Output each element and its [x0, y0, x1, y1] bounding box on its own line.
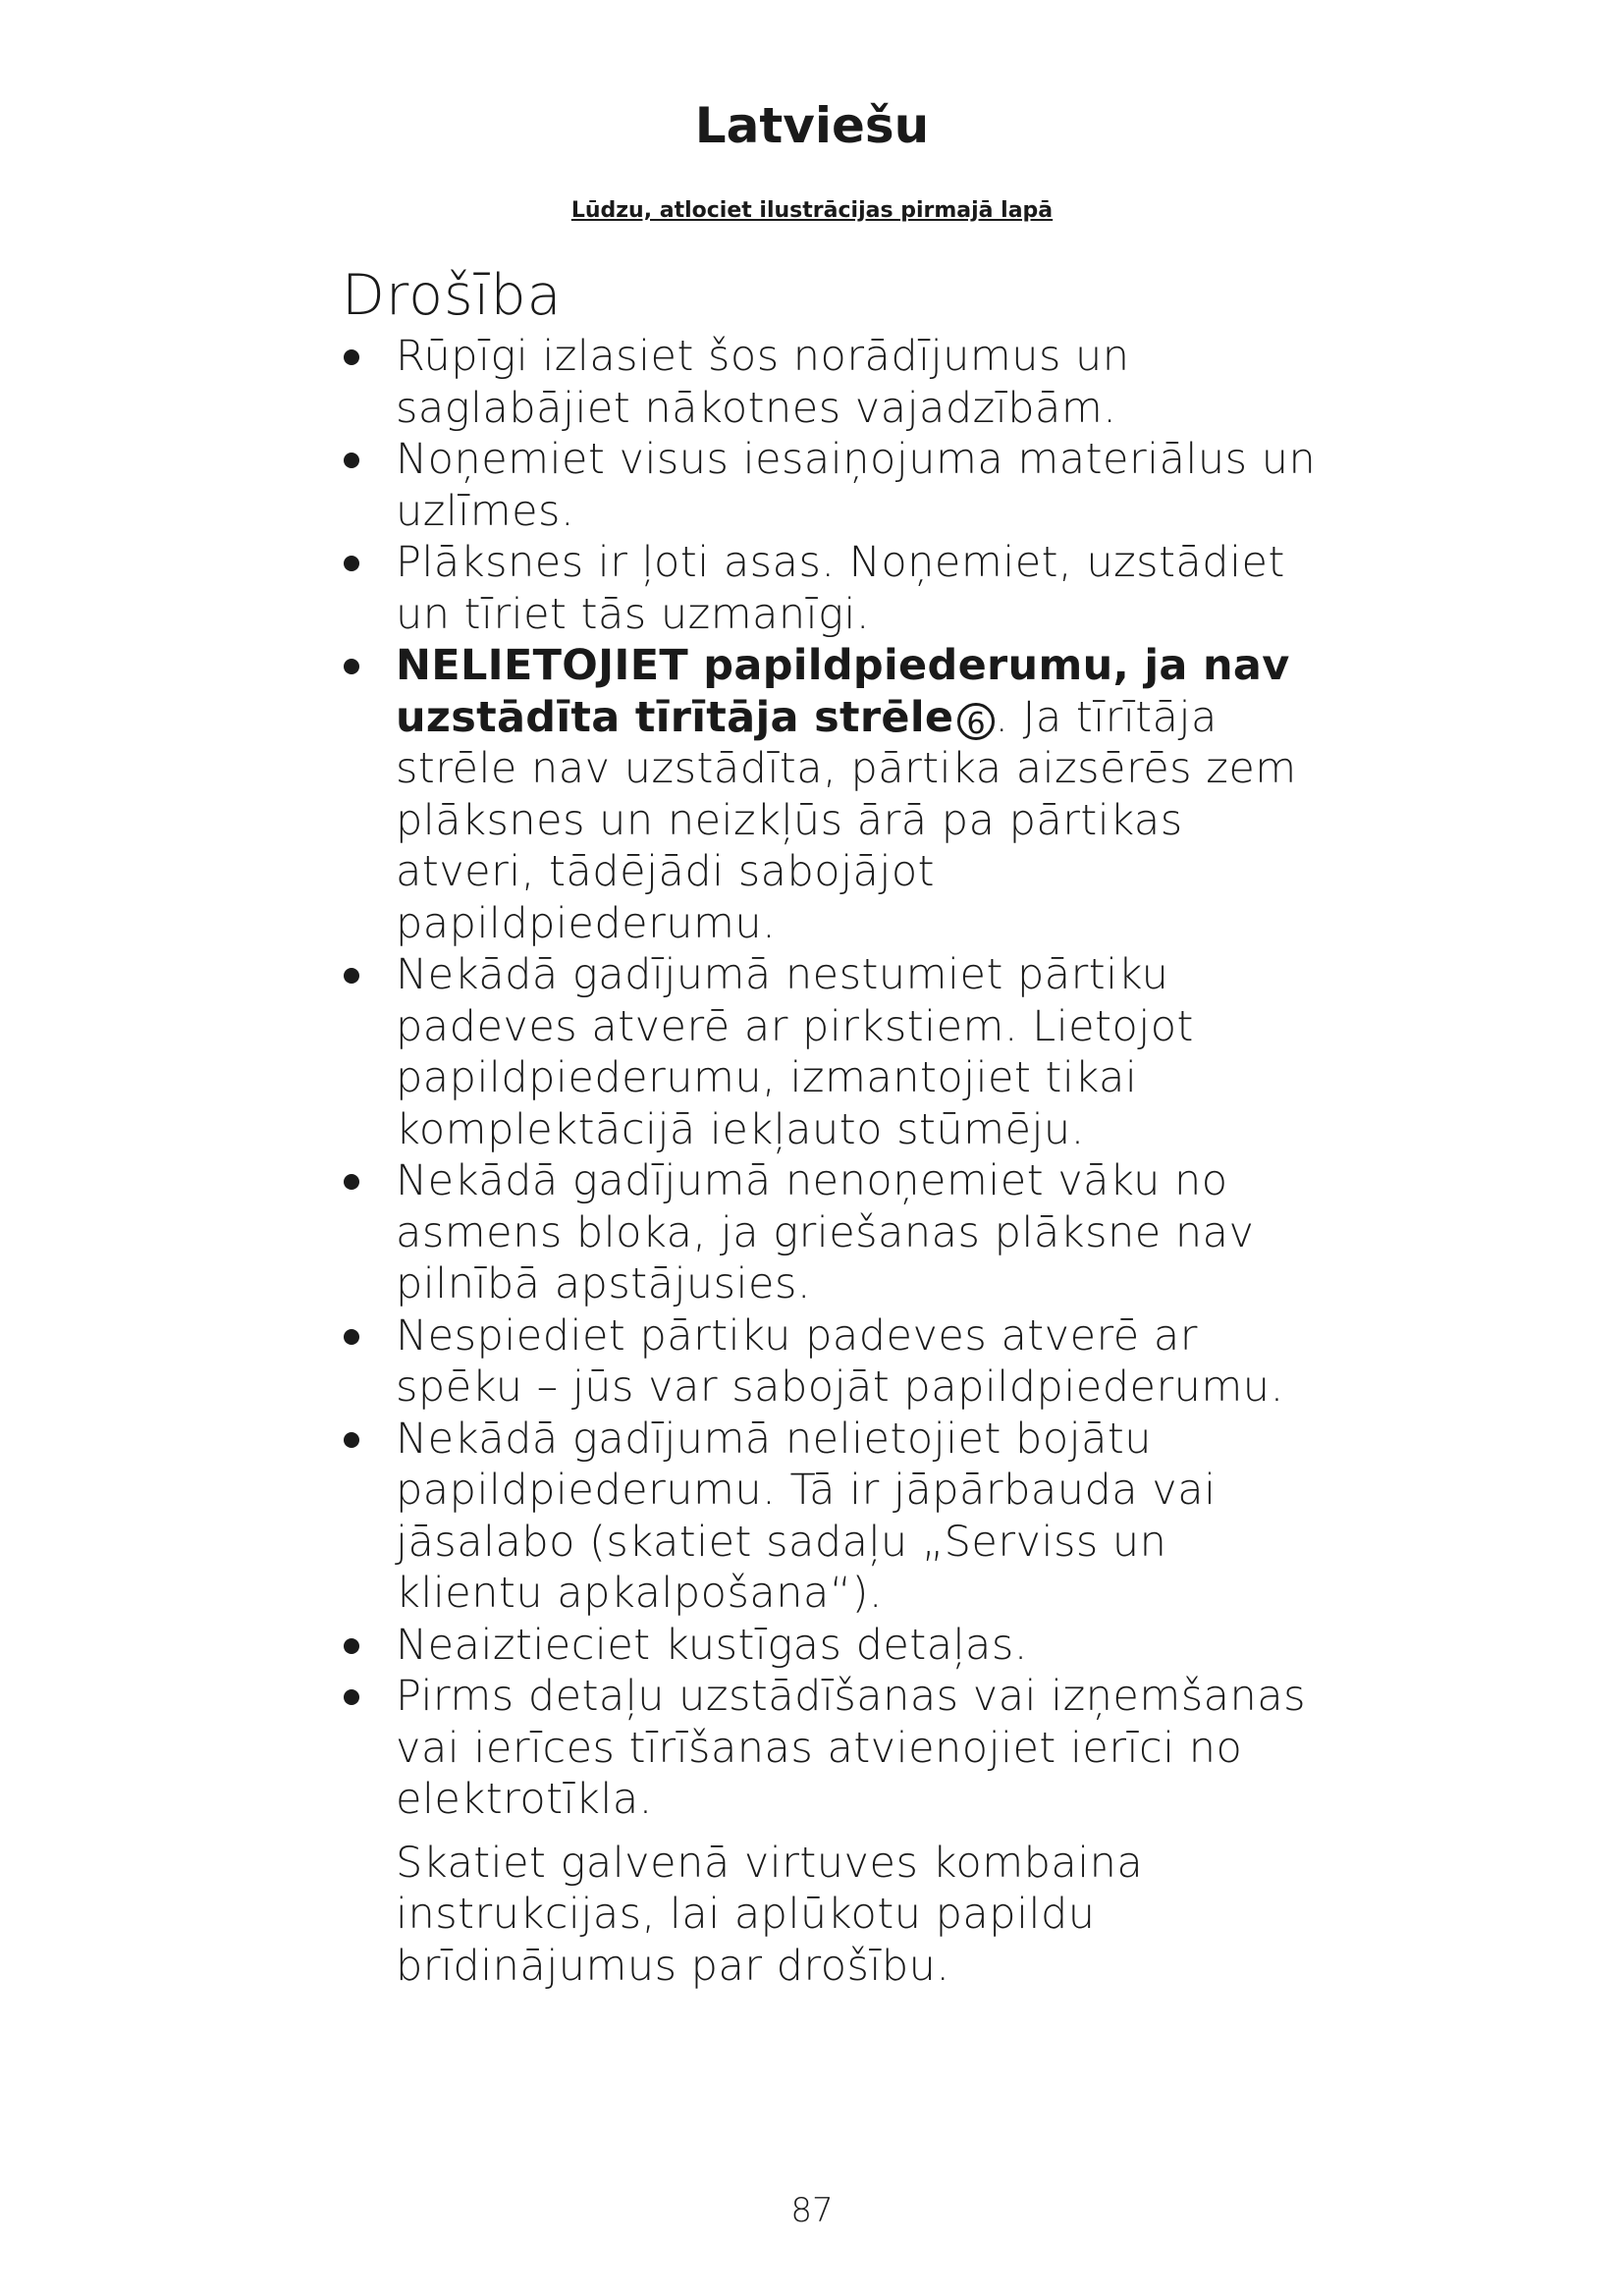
list-item-text: Neaiztieciet kustīgas detaļas.	[396, 1620, 1028, 1670]
list-item	[342, 1671, 1324, 1826]
bullet-icon	[344, 1432, 359, 1448]
bullet-icon	[344, 659, 359, 674]
list-item	[342, 1310, 1324, 1414]
list-item-text: Plāksnes ir ļoti asas. Noņemiet, uzstādiet un tīriet tās uzmanīgi.	[396, 538, 1285, 639]
list-item-warning	[342, 640, 1324, 949]
warning-text: NELIETOJIET papildpiederumu, ja nav uzstādīta tīrītāja strēle	[396, 641, 1290, 742]
list-item-text: Nekādā gadījumā nenoņemiet vāku no asmens bloka, ja griešanas plāksne nav pilnībā apstājusies.	[396, 1156, 1255, 1308]
page-number: 87	[790, 2191, 834, 2230]
list-item-text: Noņemiet visus iesaiņojuma materiālus un uzlīmes.	[396, 435, 1317, 536]
page-title: Latviešu	[694, 97, 930, 154]
list-item	[342, 1414, 1324, 1620]
safety-note: Skatiet galvenā virtuves kombaina instrukcijas, lai aplūkotu papildu brīdinājumus par drošību.	[396, 1838, 1144, 1991]
list-item	[342, 537, 1324, 640]
section-heading: Drošība	[342, 263, 563, 328]
bullet-icon	[344, 1638, 359, 1654]
bullet-icon	[344, 556, 359, 571]
list-item-text: Nekādā gadījumā nestumiet pārtiku padeves atverē ar pirkstiem. Lietojot papildpiederumu, izmantojiet tikai komplektācijā iekļauto stūmēju.	[396, 950, 1194, 1154]
list-item	[342, 331, 1324, 434]
bullet-icon	[344, 968, 359, 984]
bullet-icon	[344, 1329, 359, 1345]
list-item-text: Rūpīgi izlasiet šos norādījumus un saglabājiet nākotnes vajadzībām.	[396, 332, 1130, 433]
illustrations-note: Lūdzu, atlociet ilustrācijas pirmajā lapā	[570, 198, 1054, 223]
reference-number-icon: 6	[957, 703, 995, 740]
bullet-icon	[344, 349, 359, 365]
list-item	[342, 1155, 1324, 1310]
safety-list	[342, 331, 1324, 1826]
bullet-icon	[344, 453, 359, 468]
list-item-text: Nespiediet pārtiku padeves atverē ar spēku – jūs var sabojāt papildpiederumu.	[396, 1310, 1284, 1412]
bullet-icon	[344, 1174, 359, 1190]
list-item-text: Nekādā gadījumā nelietojiet bojātu papildpiederumu. Tā ir jāpārbauda vai jāsalabo (skatiet sadaļu „Serviss un klientu apkalpošana“).	[396, 1414, 1217, 1618]
list-item-text: Pirms detaļu uzstādīšanas vai izņemšanas vai ierīces tīrīšanas atvienojiet ierīci no elektrotīkla.	[396, 1672, 1307, 1824]
list-item-text: . Ja tīrītāja strēle nav uzstādīta, pārtika aizsērēs zem plāksnes un neizkļūs ārā pa pārtikas atveri, tādējādi sabojājot papildpiederumu.	[396, 692, 1297, 948]
safety-section	[342, 260, 1324, 2034]
list-item	[342, 949, 1324, 1155]
bullet-icon	[344, 1689, 359, 1705]
list-item	[342, 434, 1324, 537]
list-item	[342, 1620, 1324, 1672]
